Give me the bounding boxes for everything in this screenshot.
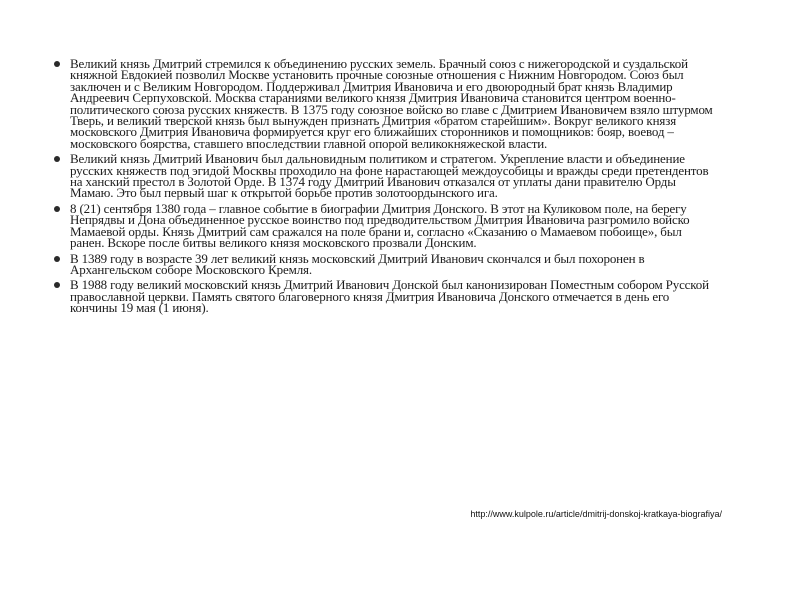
bullet-text: Великий князь Дмитрий стремился к объединению русских земель. Брачный союз с нижегородской и суздальской княжной Евдокией позволил Москве установить прочные союзные отношения с Нижним Новгородом. Союз был заключен и с Великим Новгородом. Поддерживал Дмитрия Ивановича и его двоюродный брат князь Владимир Андреевич Серпуховской. Москва стараниями великого князя Дмитрия Ивановича становится центром военно-политического союза русских княжеств. В 1375 году союзное войско во главе с Дмитрием Ивановичем взяло штурмом Тверь, и великий тверской князь был вынужден признать Дмитрия «братом старейшим». Вокруг великого князя московского Дмитрия Ивановича формируется круг его ближайших сторонников и помощников: бояр, воевод – московского боярства, ставшего впоследствии главной опорой великокняжеской власти. xyxy=(70,56,713,151)
bullet-item xyxy=(52,250,714,277)
bullet-dot-icon xyxy=(54,282,60,288)
bullet-text: Великий князь Дмитрий Иванович был дальновидным политиком и стратегом. Укрепление власти и объединение русских княжеств под эгидой Москвы проходило на фоне нарастающей междоусобицы и вражды среди претендентов на ханский престол в Золотой Орде. В 1374 году Дмитрий Иванович отказался от уплаты дани правителю Орды Мамаю. Это был первый шаг к открытой борьбе против золотоордынского ига. xyxy=(70,151,709,201)
bullet-item xyxy=(52,58,714,149)
bullet-text: 8 (21) сентября 1380 года – главное событие в биографии Дмитрия Донского. В этот на Куликовом поле, на берегу Непрядвы и Дона объединенное русское воинство под предводительством Дмитрия Ивановича разгромило войско Мамаевой орды. Князь Дмитрий сам сражался на поле брани и, согласно «Сказанию о Мамаевом побоище», был ранен. Вскоре после битвы великого князя московского прозвали Донским. xyxy=(70,200,690,251)
bullet-item xyxy=(52,153,714,199)
bullet-dot-icon xyxy=(54,206,60,212)
bullet-text: В 1988 году великий московский князь Дмитрий Иванович Донской был канонизирован Поместным собором Русской православной церкви. Память святого благоверного князя Дмитрия Ивановича Донского отмечается в день его кончины 19 мая (1 июня). xyxy=(70,277,709,316)
source-link[interactable]: http://www.kulpole.ru/article/dmitrij-donskoj-kratkaya-biografiya/ xyxy=(470,509,722,519)
bullet-text: В 1389 году в возрасте 39 лет великий князь московский Дмитрий Иванович скончался и был похоронен в Архангельском соборе Московского Кремля. xyxy=(70,250,645,277)
bullet-item xyxy=(52,200,714,251)
bullet-dot-icon xyxy=(54,61,60,67)
bullet-item xyxy=(52,277,714,316)
bullet-list xyxy=(52,58,714,318)
bullet-dot-icon xyxy=(54,156,60,162)
bullet-dot-icon xyxy=(54,256,60,262)
